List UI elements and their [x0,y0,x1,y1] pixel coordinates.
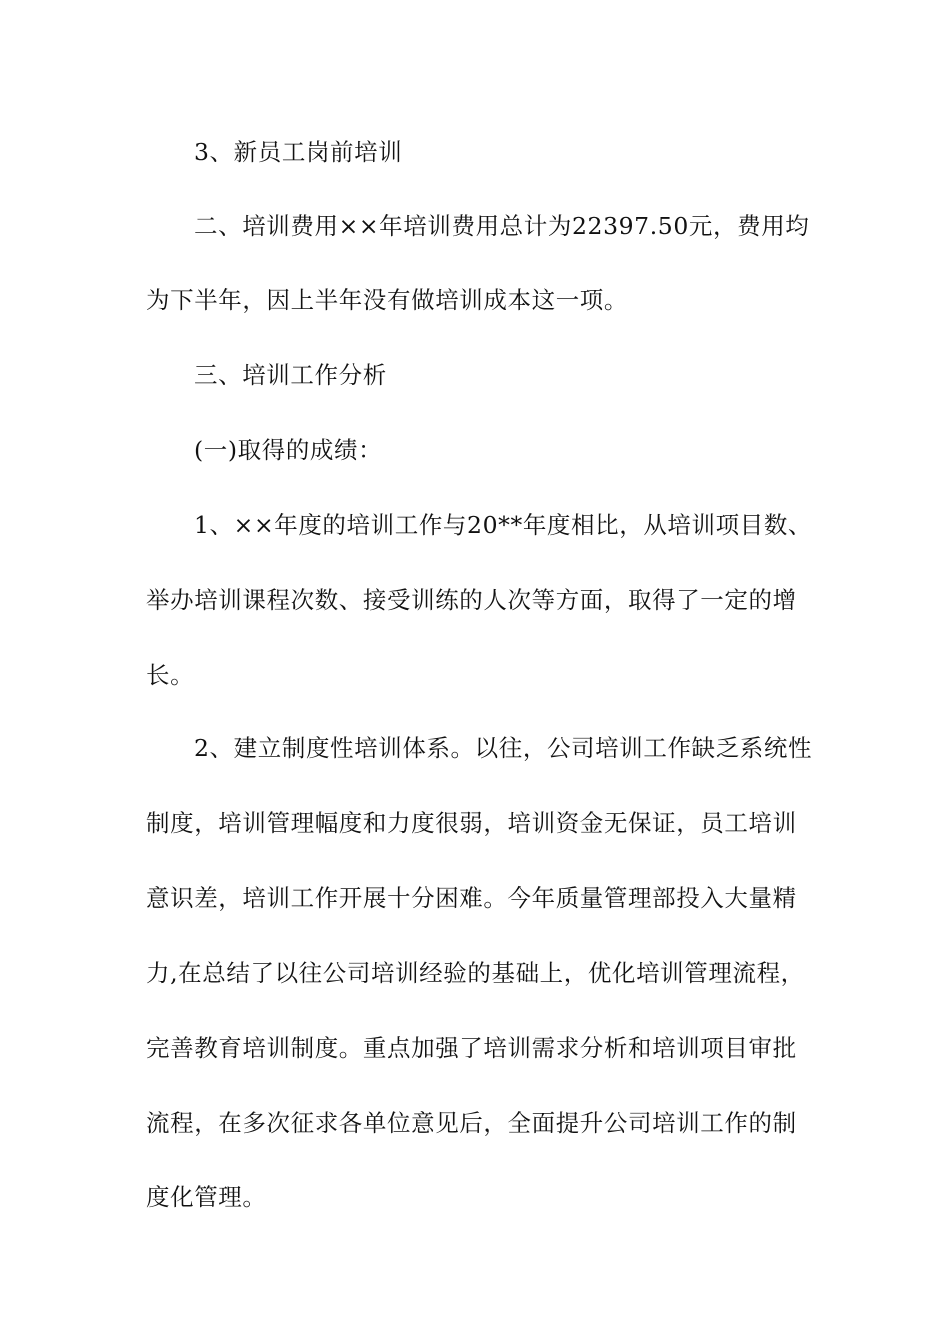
paragraph-achievement-2-line-7: 度化管理。 [146,1183,267,1211]
paragraph-achievement-2-line-1: 2、建立制度性培训体系。以往，公司培训工作缺乏系统性 [194,734,813,762]
paragraph-achievement-1-line-2: 举办培训课程次数、接受训练的人次等方面，取得了一定的增 [146,586,797,614]
paragraph-achievement-2-line-5: 完善教育培训制度。重点加强了培训需求分析和培训项目审批 [146,1034,797,1062]
paragraph-achievement-2-line-6: 流程，在多次征求各单位意见后，全面提升公司培训工作的制 [146,1109,797,1137]
paragraph-achievement-2-line-2: 制度，培训管理幅度和力度很弱，培训资金无保证，员工培训 [146,809,797,837]
section-heading-training-analysis: 三、培训工作分析 [194,361,387,389]
paragraph-achievement-1-line-1: 1、××年度的培训工作与20**年度相比，从培训项目数、 [194,511,813,539]
paragraph-training-cost-line-2: 为下半年，因上半年没有做培训成本这一项。 [146,286,628,314]
paragraph-achievement-1-line-3: 长。 [146,661,195,689]
paragraph-training-cost-line-1: 二、培训费用××年培训费用总计为22397.50元，费用均 [194,212,810,240]
paragraph-achievement-2-line-3: 意识差，培训工作开展十分困难。今年质量管理部投入大量精 [146,884,797,912]
subsection-heading-achievements: (一)取得的成绩： [194,436,383,464]
paragraph-achievement-2-line-4: 力,在总结了以往公司培训经验的基础上，优化培训管理流程， [146,959,805,987]
section-item-new-employee-training: 3、新员工岗前培训 [194,138,403,166]
